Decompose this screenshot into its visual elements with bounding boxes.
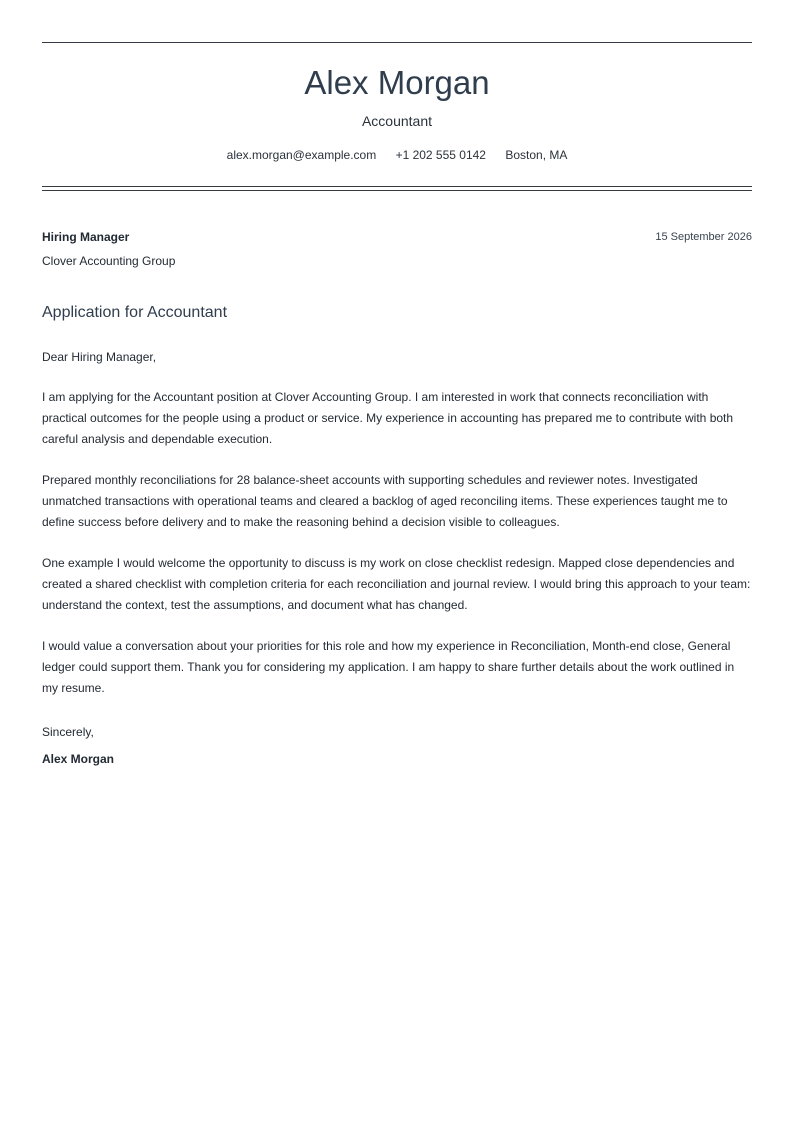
applicant-name: Alex Morgan — [304, 64, 490, 101]
recipient-company: Clover Accounting Group — [42, 254, 176, 268]
body-paragraph-2: Prepared monthly reconciliations for 28 balance-sheet accounts with supporting schedules and reviewer notes. Investigated unmatched transactions with operational teams and cleared a backlog of aged reconciling items. These experiences taught me to define success before delivery and to make the reasoning behind a decision visible to colleagues. — [42, 473, 728, 529]
contact-phone: +1 202 555 0142 — [395, 148, 486, 162]
contact-location: Boston, MA — [505, 148, 568, 162]
applicant-role: Accountant — [361, 113, 433, 129]
letter-body — [42, 347, 752, 719]
closing: Sincerely, — [42, 725, 94, 739]
contact-line — [42, 147, 752, 163]
salutation: Dear Hiring Manager, — [42, 350, 157, 364]
top-divider — [42, 42, 752, 43]
letter-subject: Application for Accountant — [42, 304, 228, 321]
signature-name: Alex Morgan — [42, 752, 115, 766]
contact-email: alex.morgan@example.com — [226, 148, 377, 162]
header-double-divider — [42, 186, 752, 191]
body-paragraph-4: I would value a conversation about your priorities for this role and how my experience in Reconciliation, Month-end close, General ledger could support them. Thank you for considering my application. I am happy to share further details about the work outlined in my resume. — [42, 639, 735, 695]
body-paragraph-3: One example I would welcome the opportunity to discuss is my work on close checklist redesign. Mapped close dependencies and created a shared checklist with completion criteria for each reconciliation and journal review. I would bring this approach to your team: understand the context, test the assumptions, and document what has changed. — [42, 556, 751, 612]
recipient-name: Hiring Manager — [42, 230, 130, 244]
body-paragraph-1: I am applying for the Accountant position at Clover Accounting Group. I am interested in work that connects reconciliation with practical outcomes for the people using a product or service. My experience in accounting has prepared me to contribute with both careful analysis and dependable execution. — [42, 390, 734, 446]
letter-date: 15 September 2026 — [655, 231, 752, 243]
